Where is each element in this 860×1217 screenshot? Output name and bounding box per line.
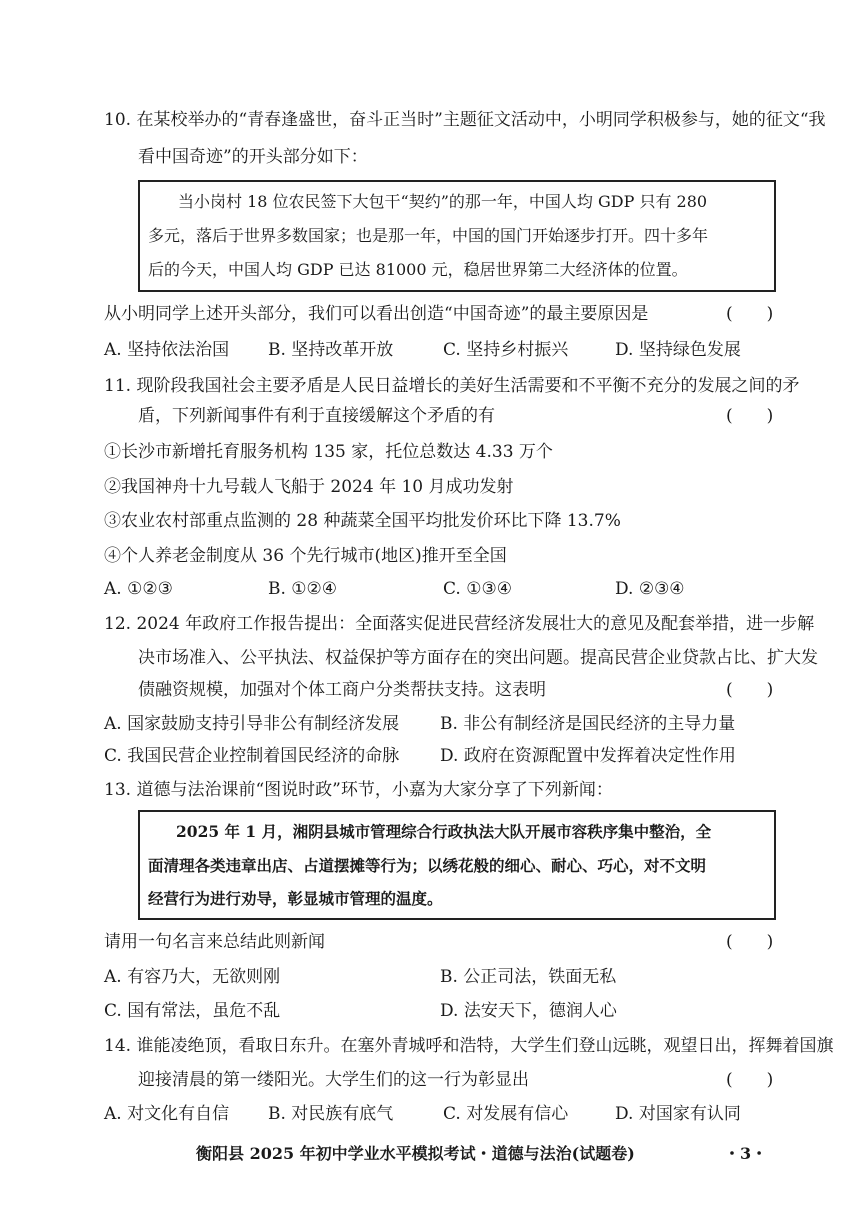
q10-quote-box — [138, 180, 776, 292]
q11-option-d: D. ②③④ — [615, 579, 685, 599]
q12-option-d: D. 政府在资源配置中发挥着决定性作用 — [440, 746, 736, 766]
q11-answer-paren: ( ) — [726, 406, 774, 426]
q10-quote-line-1: 当小岗村 18 位农民签下大包干“契约”的那一年，中国人均 GDP 只有 280 — [178, 192, 708, 211]
q10-stem-line-2: 看中国奇迹”的开头部分如下： — [138, 147, 368, 167]
q11-item-2: ②我国神舟十九号载人飞船于 2024 年 10 月成功发射 — [104, 477, 514, 497]
q12-option-b: B. 非公有制经济是国民经济的主导力量 — [440, 714, 736, 734]
q14-option-c: C. 对发展有信心 — [443, 1104, 569, 1124]
q14-option-a: A. 对文化有自信 — [104, 1104, 230, 1124]
q14-stem-line-1: 14. 谁能凌绝顶，看取日东升。在塞外青城呼和浩特，大学生们登山远眺，观望日出，挥舞着国旗 — [104, 1036, 834, 1056]
q13-option-b: B. 公正司法，铁面无私 — [440, 967, 617, 987]
q14-option-b: B. 对民族有底气 — [268, 1104, 394, 1124]
q12-stem-line-2: 决市场准入、公平执法、权益保护等方面存在的突出问题。提高民营企业贷款占比、扩大发 — [138, 648, 818, 668]
q11-stem-line-2: 盾，下列新闻事件有利于直接缓解这个矛盾的有 — [138, 406, 495, 426]
q12-stem-line-1: 12. 2024 年政府工作报告提出：全面落实促进民营经济发展壮大的意见及配套举措，进一步解 — [104, 614, 815, 634]
q13-option-a: A. 有容乃大，无欲则刚 — [104, 967, 281, 987]
footer-page-number: ・3・ — [724, 1144, 768, 1163]
q13-stem: 13. 道德与法治课前“图说时政”环节，小嘉为大家分享了下列新闻： — [104, 780, 613, 800]
q10-option-a: A. 坚持依法治国 — [104, 340, 230, 360]
q14-stem-line-2: 迎接清晨的第一缕阳光。大学生们的这一行为彰显出 — [138, 1070, 529, 1090]
q12-option-a: A. 国家鼓励支持引导非公有制经济发展 — [104, 714, 400, 734]
q13-news-line-2: 面清理各类违章出店、占道摆摊等行为；以绣花般的细心、耐心、巧心，对不文明 — [148, 856, 707, 875]
q11-option-a: A. ①②③ — [104, 579, 173, 599]
q13-option-d: D. 法安天下，德润人心 — [440, 1001, 617, 1021]
q11-option-c: C. ①③④ — [443, 579, 512, 599]
q11-item-4: ④个人养老金制度从 36 个先行城市(地区)推开至全国 — [104, 546, 507, 566]
q10-question: 从小明同学上述开头部分，我们可以看出创造“中国奇迹”的最主要原因是 — [104, 304, 649, 324]
q10-stem-line-1: 10. 在某校举办的“青春逢盛世，奋斗正当时”主题征文活动中，小明同学积极参与，她的征文“我 — [104, 110, 826, 130]
q13-news-line-3: 经营行为进行劝导，彰显城市管理的温度。 — [148, 889, 443, 908]
q10-option-b: B. 坚持改革开放 — [268, 340, 394, 360]
q13-answer-paren: ( ) — [726, 932, 774, 952]
q11-item-1: ①长沙市新增托育服务机构 135 家，托位总数达 4.33 万个 — [104, 442, 553, 462]
q12-stem-line-3: 债融资规模，加强对个体工商户分类帮扶支持。这表明 — [138, 680, 546, 700]
q10-quote-line-3: 后的今天，中国人均 GDP 已达 81000 元，稳居世界第二大经济体的位置。 — [148, 260, 688, 279]
q13-news-line-1: 2025 年 1 月，湘阴县城市管理综合行政执法大队开展市容秩序集中整治，全 — [176, 822, 712, 841]
q11-stem-line-1: 11. 现阶段我国社会主要矛盾是人民日益增长的美好生活需要和不平衡不充分的发展之间的矛 — [104, 376, 800, 396]
q13-question: 请用一句名言来总结此则新闻 — [104, 932, 325, 952]
q14-option-d: D. 对国家有认同 — [615, 1104, 741, 1124]
q10-option-c: C. 坚持乡村振兴 — [443, 340, 569, 360]
q14-answer-paren: ( ) — [726, 1070, 774, 1090]
q10-option-d: D. 坚持绿色发展 — [615, 340, 741, 360]
q11-option-b: B. ①②④ — [268, 579, 338, 599]
q13-option-c: C. 国有常法，虽危不乱 — [104, 1001, 281, 1021]
q13-news-box — [138, 810, 776, 920]
q10-quote-line-2: 多元，落后于世界多数国家；也是那一年，中国的国门开始逐步打开。四十多年 — [148, 226, 709, 245]
q10-answer-paren: ( ) — [726, 304, 774, 324]
q12-answer-paren: ( ) — [726, 680, 774, 700]
footer-exam-title: 衡阳县 2025 年初中学业水平模拟考试・道德与法治(试题卷) — [196, 1144, 635, 1163]
q11-item-3: ③农业农村部重点监测的 28 种蔬菜全国平均批发价环比下降 13.7% — [104, 511, 621, 531]
q12-option-c: C. 我国民营企业控制着国民经济的命脉 — [104, 746, 400, 766]
